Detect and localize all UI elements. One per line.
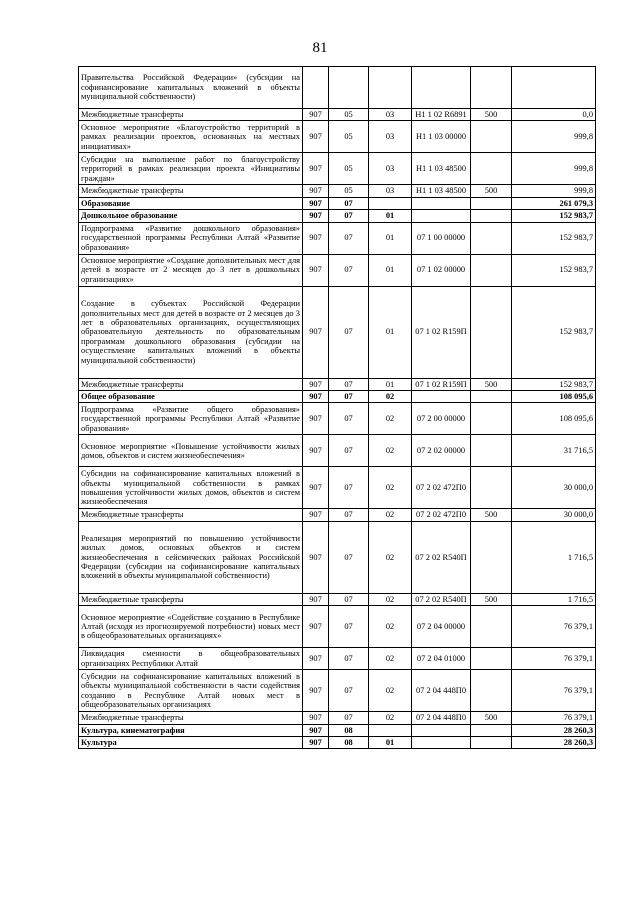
row-name-cell: Подпрограмма «Развитие общего образования» государственной программы Республики Алтай «Развитие образования» <box>79 403 303 435</box>
grbs-code-cell: 907 <box>303 153 329 185</box>
amount-cell: 152 983,7 <box>512 378 596 390</box>
section-code-cell: 07 <box>329 712 369 724</box>
target-article-cell: Н1 1 03 48500 <box>412 185 471 197</box>
grbs-code-cell: 907 <box>303 222 329 254</box>
table-row <box>79 153 596 185</box>
target-article-cell: 07 1 02 00000 <box>412 254 471 286</box>
subsection-code-cell: 01 <box>369 210 412 222</box>
target-article-cell: 07 2 02 00000 <box>412 435 471 467</box>
section-code-cell: 07 <box>329 391 369 403</box>
amount-cell: 152 983,7 <box>512 254 596 286</box>
row-name-cell: Общее образование <box>79 391 303 403</box>
target-article-cell: 07 2 02 472П0 <box>412 467 471 509</box>
expense-type-cell: 500 <box>471 185 512 197</box>
target-article-cell: 07 2 04 00000 <box>412 606 471 648</box>
table-row <box>79 737 596 749</box>
section-code-cell <box>329 67 369 109</box>
row-name-cell: Культура, кинематография <box>79 724 303 736</box>
amount-cell: 1 716,5 <box>512 521 596 593</box>
table-row <box>79 391 596 403</box>
amount-cell: 76 379,1 <box>512 648 596 670</box>
section-code-cell: 08 <box>329 724 369 736</box>
table-row <box>79 521 596 593</box>
expense-type-cell <box>471 210 512 222</box>
expense-type-cell <box>471 391 512 403</box>
subsection-code-cell: 02 <box>369 391 412 403</box>
grbs-code-cell: 907 <box>303 210 329 222</box>
table-row <box>79 724 596 736</box>
amount-cell: 0,0 <box>512 109 596 121</box>
grbs-code-cell: 907 <box>303 737 329 749</box>
section-code-cell: 07 <box>329 521 369 593</box>
grbs-code-cell: 907 <box>303 391 329 403</box>
target-article-cell: 07 2 04 448П0 <box>412 712 471 724</box>
expense-type-cell: 500 <box>471 712 512 724</box>
target-article-cell: 07 2 04 448П0 <box>412 670 471 712</box>
expense-type-cell <box>471 737 512 749</box>
subsection-code-cell: 02 <box>369 509 412 521</box>
target-article-cell <box>412 391 471 403</box>
section-code-cell: 07 <box>329 286 369 378</box>
expense-type-cell <box>471 286 512 378</box>
table-row <box>79 467 596 509</box>
table-row <box>79 197 596 209</box>
row-name-cell: Основное мероприятие «Создание дополнительных мест для детей в возрасте от 2 месяцев до 3 лет в дошкольных организациях» <box>79 254 303 286</box>
subsection-code-cell: 02 <box>369 606 412 648</box>
table-row <box>79 606 596 648</box>
section-code-cell: 05 <box>329 153 369 185</box>
table-row <box>79 254 596 286</box>
subsection-code-cell: 02 <box>369 435 412 467</box>
table-row <box>79 670 596 712</box>
target-article-cell: 07 2 02 R540П <box>412 593 471 605</box>
section-code-cell: 05 <box>329 121 369 153</box>
expense-type-cell: 500 <box>471 593 512 605</box>
target-article-cell: Н1 1 03 48500 <box>412 153 471 185</box>
section-code-cell: 07 <box>329 670 369 712</box>
grbs-code-cell: 907 <box>303 109 329 121</box>
target-article-cell: 07 1 02 R159П <box>412 378 471 390</box>
grbs-code-cell: 907 <box>303 509 329 521</box>
target-article-cell: 07 1 02 R159П <box>412 286 471 378</box>
row-name-cell: Межбюджетные трансферты <box>79 378 303 390</box>
target-article-cell: 07 2 00 00000 <box>412 403 471 435</box>
amount-cell: 261 079,3 <box>512 197 596 209</box>
table-row <box>79 210 596 222</box>
target-article-cell <box>412 724 471 736</box>
subsection-code-cell <box>369 197 412 209</box>
amount-cell: 108 095,6 <box>512 403 596 435</box>
row-name-cell: Субсидии на выполнение работ по благоустройству территорий в рамках реализации проекта «Инициативы граждан» <box>79 153 303 185</box>
section-code-cell: 07 <box>329 606 369 648</box>
section-code-cell: 07 <box>329 593 369 605</box>
amount-cell: 999,8 <box>512 153 596 185</box>
table-row <box>79 593 596 605</box>
grbs-code-cell: 907 <box>303 724 329 736</box>
table-row <box>79 378 596 390</box>
row-name-cell: Субсидии на софинансирование капитальных вложений в объекты муниципальной собственности в части содействия созданию в Республике Алтай новых мест в общеобразовательных организациях <box>79 670 303 712</box>
grbs-code-cell: 907 <box>303 467 329 509</box>
row-name-cell: Основное мероприятие «Повышение устойчивости жилых домов, объектов и систем жизнеобеспечения» <box>79 435 303 467</box>
target-article-cell: 07 2 02 472П0 <box>412 509 471 521</box>
section-code-cell: 07 <box>329 467 369 509</box>
target-article-cell: Н1 1 03 00000 <box>412 121 471 153</box>
grbs-code-cell: 907 <box>303 521 329 593</box>
expense-type-cell <box>471 121 512 153</box>
section-code-cell: 07 <box>329 648 369 670</box>
target-article-cell: 07 1 00 00000 <box>412 222 471 254</box>
grbs-code-cell: 907 <box>303 197 329 209</box>
expense-type-cell <box>471 153 512 185</box>
grbs-code-cell: 907 <box>303 121 329 153</box>
grbs-code-cell: 907 <box>303 286 329 378</box>
budget-table-body <box>79 67 596 749</box>
amount-cell: 31 716,5 <box>512 435 596 467</box>
amount-cell: 76 379,1 <box>512 606 596 648</box>
section-code-cell: 05 <box>329 185 369 197</box>
section-code-cell: 07 <box>329 403 369 435</box>
table-row <box>79 286 596 378</box>
section-code-cell: 07 <box>329 210 369 222</box>
table-row <box>79 648 596 670</box>
amount-cell: 152 983,7 <box>512 210 596 222</box>
expense-type-cell <box>471 435 512 467</box>
row-name-cell: Межбюджетные трансферты <box>79 109 303 121</box>
grbs-code-cell: 907 <box>303 403 329 435</box>
expense-type-cell: 500 <box>471 509 512 521</box>
section-code-cell: 07 <box>329 509 369 521</box>
target-article-cell: Н1 1 02 R6891 <box>412 109 471 121</box>
amount-cell: 108 095,6 <box>512 391 596 403</box>
amount-cell: 1 716,5 <box>512 593 596 605</box>
subsection-code-cell: 02 <box>369 521 412 593</box>
subsection-code-cell: 03 <box>369 185 412 197</box>
section-code-cell: 07 <box>329 435 369 467</box>
grbs-code-cell: 907 <box>303 185 329 197</box>
row-name-cell: Межбюджетные трансферты <box>79 185 303 197</box>
grbs-code-cell: 907 <box>303 435 329 467</box>
row-name-cell: Образование <box>79 197 303 209</box>
table-row <box>79 403 596 435</box>
target-article-cell: 07 2 02 R540П <box>412 521 471 593</box>
grbs-code-cell: 907 <box>303 254 329 286</box>
row-name-cell: Основное мероприятие «Содействие созданию в Республике Алтай (исходя из прогнозируемой потребности) новых мест в общеобразовательных организациях» <box>79 606 303 648</box>
expense-type-cell <box>471 724 512 736</box>
table-row <box>79 109 596 121</box>
expense-type-cell <box>471 197 512 209</box>
amount-cell: 30 000,0 <box>512 467 596 509</box>
subsection-code-cell: 01 <box>369 222 412 254</box>
table-row <box>79 67 596 109</box>
expense-type-cell <box>471 648 512 670</box>
expense-type-cell: 500 <box>471 378 512 390</box>
subsection-code-cell: 02 <box>369 670 412 712</box>
subsection-code-cell <box>369 67 412 109</box>
row-name-cell: Подпрограмма «Развитие дошкольного образования» государственной программы Республики Алтай «Развитие образования» <box>79 222 303 254</box>
subsection-code-cell: 02 <box>369 403 412 435</box>
table-row <box>79 435 596 467</box>
subsection-code-cell: 03 <box>369 121 412 153</box>
page-number: 81 <box>312 40 328 56</box>
target-article-cell <box>412 67 471 109</box>
grbs-code-cell: 907 <box>303 378 329 390</box>
expense-type-cell: 500 <box>471 109 512 121</box>
subsection-code-cell: 01 <box>369 254 412 286</box>
grbs-code-cell: 907 <box>303 593 329 605</box>
row-name-cell: Основное мероприятие «Благоустройство территорий в рамках реализации проектов, основанных на местных инициативах» <box>79 121 303 153</box>
subsection-code-cell: 02 <box>369 712 412 724</box>
subsection-code-cell: 02 <box>369 467 412 509</box>
target-article-cell <box>412 197 471 209</box>
expense-type-cell <box>471 67 512 109</box>
row-name-cell: Субсидии на софинансирование капитальных вложений в объекты муниципальной собственности в рамках повышения устойчивости жилых домов, объектов и систем жизнеобеспечения <box>79 467 303 509</box>
expense-type-cell <box>471 254 512 286</box>
expense-type-cell <box>471 521 512 593</box>
target-article-cell <box>412 737 471 749</box>
subsection-code-cell: 03 <box>369 153 412 185</box>
amount-cell: 76 379,1 <box>512 712 596 724</box>
row-name-cell: Ликвидация сменности в общеобразовательных организациях Республики Алтай <box>79 648 303 670</box>
target-article-cell <box>412 210 471 222</box>
amount-cell: 152 983,7 <box>512 286 596 378</box>
expense-type-cell <box>471 467 512 509</box>
subsection-code-cell: 02 <box>369 593 412 605</box>
row-name-cell: Межбюджетные трансферты <box>79 509 303 521</box>
table-row <box>79 185 596 197</box>
section-code-cell: 07 <box>329 378 369 390</box>
table-row <box>79 222 596 254</box>
subsection-code-cell: 01 <box>369 286 412 378</box>
section-code-cell: 08 <box>329 737 369 749</box>
expense-type-cell <box>471 670 512 712</box>
subsection-code-cell: 03 <box>369 109 412 121</box>
amount-cell: 152 983,7 <box>512 222 596 254</box>
row-name-cell: Создание в субъектах Российской Федерации дополнительных мест для детей в возрасте от 2 месяцев до 3 лет в образовательных организациях, осуществляющих образовательную деятельность по образовательным программам дошкольного образования (субсидии на осуществление капитальных вложений в объекты муниципальной собственности) <box>79 286 303 378</box>
amount-cell: 76 379,1 <box>512 670 596 712</box>
table-row <box>79 712 596 724</box>
expense-type-cell <box>471 403 512 435</box>
section-code-cell: 07 <box>329 197 369 209</box>
grbs-code-cell: 907 <box>303 606 329 648</box>
section-code-cell: 07 <box>329 254 369 286</box>
amount-cell: 999,8 <box>512 185 596 197</box>
row-name-cell: Межбюджетные трансферты <box>79 593 303 605</box>
amount-cell: 28 260,3 <box>512 724 596 736</box>
subsection-code-cell: 02 <box>369 648 412 670</box>
grbs-code-cell: 907 <box>303 670 329 712</box>
row-name-cell: Реализация мероприятий по повышению устойчивости жилых домов, основных объектов и систем жизнеобеспечения в сейсмических районах Российской Федерации (субсидии на софинансирование капитальных вложений в объекты муниципальной собственности) <box>79 521 303 593</box>
row-name-cell: Межбюджетные трансферты <box>79 712 303 724</box>
subsection-code-cell: 01 <box>369 378 412 390</box>
budget-table <box>78 66 596 749</box>
expense-type-cell <box>471 606 512 648</box>
section-code-cell: 05 <box>329 109 369 121</box>
expense-type-cell <box>471 222 512 254</box>
section-code-cell: 07 <box>329 222 369 254</box>
row-name-cell: Дошкольное образование <box>79 210 303 222</box>
table-row <box>79 509 596 521</box>
row-name-cell: Правительства Российской Федерации» (субсидии на софинансирование капитальных вложений в объекты муниципальной собственности) <box>79 67 303 109</box>
amount-cell: 28 260,3 <box>512 737 596 749</box>
grbs-code-cell: 907 <box>303 648 329 670</box>
grbs-code-cell <box>303 67 329 109</box>
grbs-code-cell: 907 <box>303 712 329 724</box>
amount-cell: 999,8 <box>512 121 596 153</box>
row-name-cell: Культура <box>79 737 303 749</box>
table-row <box>79 121 596 153</box>
subsection-code-cell: 01 <box>369 737 412 749</box>
subsection-code-cell <box>369 724 412 736</box>
amount-cell <box>512 67 596 109</box>
target-article-cell: 07 2 04 01000 <box>412 648 471 670</box>
amount-cell: 30 000,0 <box>512 509 596 521</box>
